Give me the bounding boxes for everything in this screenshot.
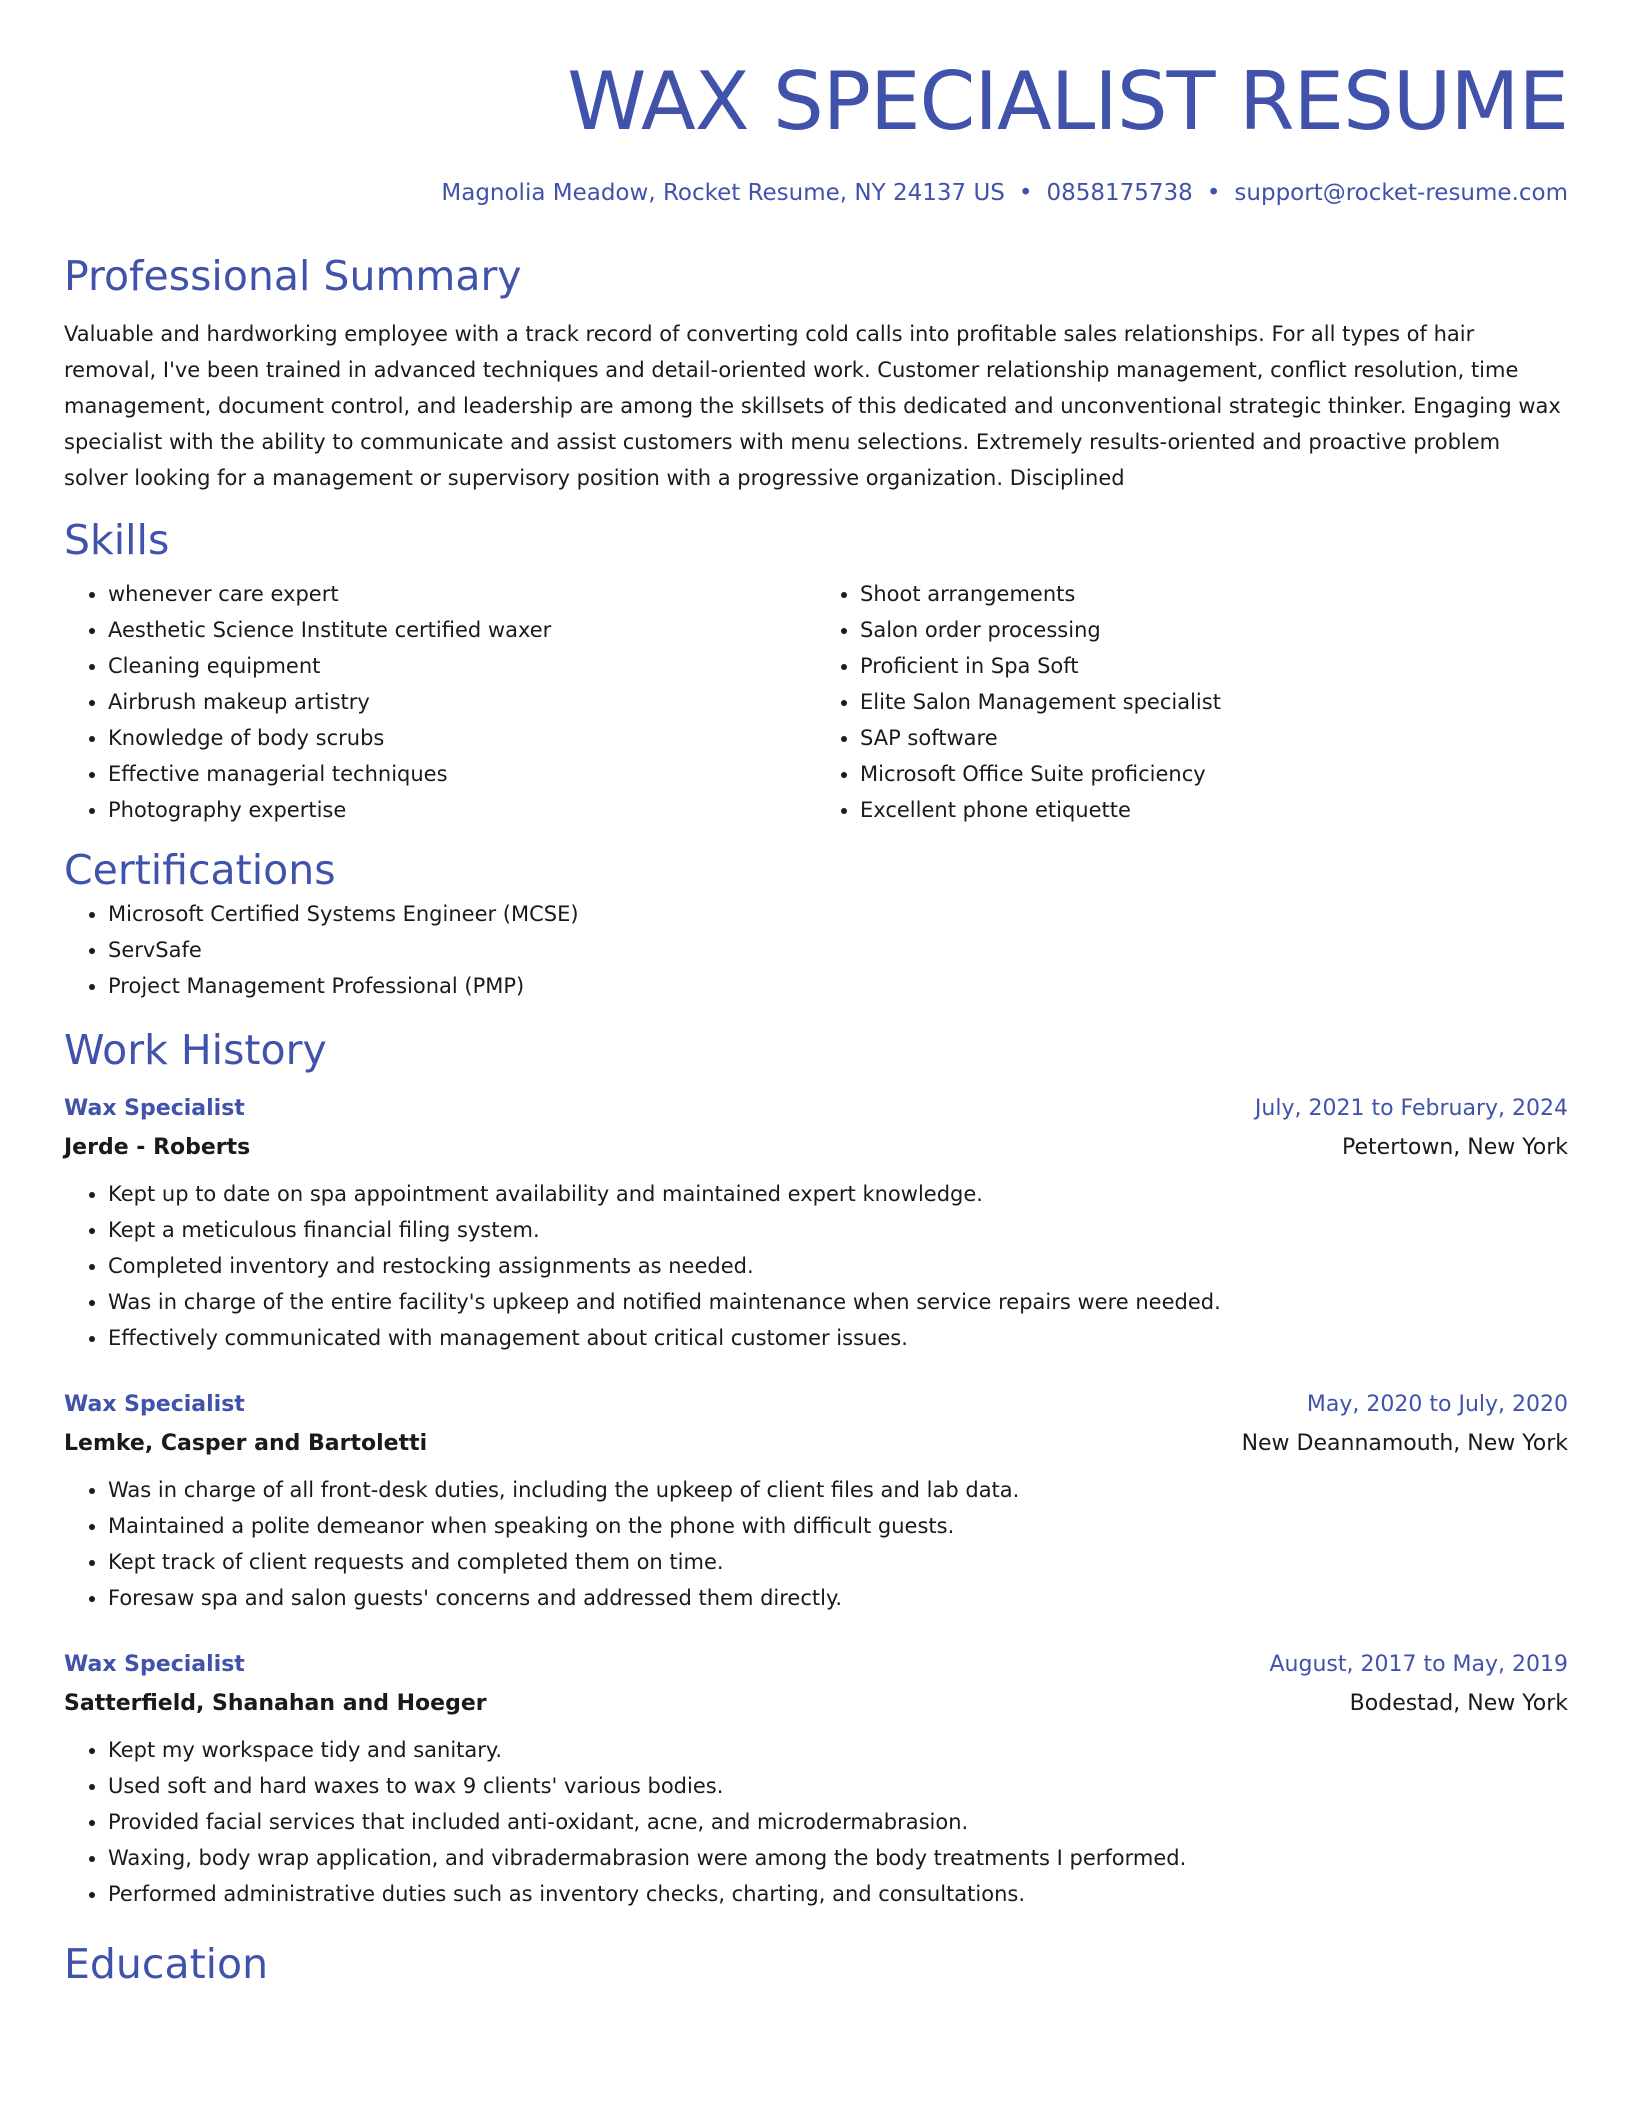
education-heading: Education bbox=[64, 1940, 269, 1988]
skill-item: • Proficient in Spa Soft bbox=[860, 648, 1568, 684]
contact-address: Magnolia Meadow, Rocket Resume, NY 24137 US bbox=[441, 180, 1005, 206]
job-title-row bbox=[64, 1646, 1568, 1684]
job-duty: • Kept my workspace tidy and sanitary. bbox=[108, 1732, 1568, 1768]
job-title: Wax Specialist bbox=[64, 1392, 245, 1417]
job-duty: • Was in charge of the entire facility's upkeep and notified maintenance when service repairs were needed. bbox=[108, 1284, 1568, 1320]
skill-item: • Shoot arrangements bbox=[860, 576, 1568, 612]
job-duty: • Used soft and hard waxes to wax 9 clients' various bodies. bbox=[108, 1768, 1568, 1804]
contact-line bbox=[64, 176, 1568, 210]
job-title-row bbox=[64, 1386, 1568, 1424]
job-location: Petertown, New York bbox=[1342, 1135, 1568, 1160]
job-duty: • Kept up to date on spa appointment availability and maintained expert knowledge. bbox=[108, 1176, 1568, 1212]
skills-heading: Skills bbox=[64, 516, 170, 564]
job-dates: July, 2021 to February, 2024 bbox=[1254, 1096, 1568, 1121]
job-title-row bbox=[64, 1090, 1568, 1128]
skill-item: • Microsoft Office Suite proficiency bbox=[860, 756, 1568, 792]
job-company-row bbox=[64, 1128, 1568, 1168]
job-duties-list bbox=[64, 1176, 1568, 1356]
skill-item: • Salon order processing bbox=[860, 612, 1568, 648]
skill-item: • Aesthetic Science Institute certified waxer bbox=[108, 612, 816, 648]
skill-item: • Photography expertise bbox=[108, 792, 816, 828]
summary-text: Valuable and hardworking employee with a track record of converting cold calls into profitable sales relationships. For all types of hair removal, I've been trained in advanced techniques and detail-oriented work. Customer relationship management, conflict resolution, time management, document control, and leadership are among the skillsets of this dedicated and unconventional strategic thinker. Engaging wax specialist with the ability to communicate and assist customers with menu selections. Extremely results-oriented and proactive problem solver looking for a management or supervisory position with a progressive organization. Disciplined bbox=[64, 322, 1561, 490]
job-duty: • Provided facial services that included anti-oxidant, acne, and microdermabrasion. bbox=[108, 1804, 1568, 1840]
job-duty: • Foresaw spa and salon guests' concerns and addressed them directly. bbox=[108, 1580, 1568, 1616]
skill-item: • Elite Salon Management specialist bbox=[860, 684, 1568, 720]
summary-heading: Professional Summary bbox=[64, 252, 522, 300]
certification-item: • Project Management Professional (PMP) bbox=[108, 968, 1568, 1004]
skill-item: • SAP software bbox=[860, 720, 1568, 756]
job-entry bbox=[64, 1090, 1568, 1356]
resume-title: WAX SPECIALIST RESUME bbox=[567, 55, 1568, 148]
job-duty: • Kept track of client requests and completed them on time. bbox=[108, 1544, 1568, 1580]
job-duties-list bbox=[64, 1732, 1568, 1912]
job-duty: • Completed inventory and restocking assignments as needed. bbox=[108, 1248, 1568, 1284]
skills-right-list bbox=[816, 576, 1568, 828]
job-company: Satterfield, Shanahan and Hoeger bbox=[64, 1691, 487, 1716]
certification-item: • Microsoft Certified Systems Engineer (MCSE) bbox=[108, 896, 1568, 932]
skills-left-list bbox=[64, 576, 816, 828]
job-dates: August, 2017 to May, 2019 bbox=[1269, 1652, 1568, 1677]
work-history-heading: Work History bbox=[64, 1026, 327, 1074]
skills-grid bbox=[64, 576, 1568, 828]
contact-separator: • bbox=[1018, 180, 1033, 206]
skill-item: • Effective managerial techniques bbox=[108, 756, 816, 792]
job-duty: • Waxing, body wrap application, and vibradermabrasion were among the body treatments I performed. bbox=[108, 1840, 1568, 1876]
contact-separator: • bbox=[1206, 180, 1221, 206]
job-title: Wax Specialist bbox=[64, 1096, 245, 1121]
resume-header bbox=[64, 0, 1568, 210]
job-location: New Deannamouth, New York bbox=[1241, 1431, 1568, 1456]
skill-item: • Knowledge of body scrubs bbox=[108, 720, 816, 756]
job-company-row bbox=[64, 1684, 1568, 1724]
job-entry bbox=[64, 1386, 1568, 1616]
job-title: Wax Specialist bbox=[64, 1652, 245, 1677]
certifications-heading: Certifications bbox=[64, 846, 336, 894]
skill-item: • whenever care expert bbox=[108, 576, 816, 612]
skill-item: • Airbrush makeup artistry bbox=[108, 684, 816, 720]
contact-email: support@rocket-resume.com bbox=[1234, 180, 1568, 206]
job-entry bbox=[64, 1646, 1568, 1912]
job-dates: May, 2020 to July, 2020 bbox=[1306, 1392, 1568, 1417]
job-duty: • Effectively communicated with management about critical customer issues. bbox=[108, 1320, 1568, 1356]
job-duty: • Maintained a polite demeanor when speaking on the phone with difficult guests. bbox=[108, 1508, 1568, 1544]
contact-phone: 0858175738 bbox=[1046, 180, 1193, 206]
job-duties-list bbox=[64, 1472, 1568, 1616]
skill-item: • Cleaning equipment bbox=[108, 648, 816, 684]
skill-item: • Excellent phone etiquette bbox=[860, 792, 1568, 828]
job-duty: • Performed administrative duties such as inventory checks, charting, and consultations. bbox=[108, 1876, 1568, 1912]
job-company: Lemke, Casper and Bartoletti bbox=[64, 1431, 428, 1456]
job-duty: • Was in charge of all front-desk duties, including the upkeep of client files and lab data. bbox=[108, 1472, 1568, 1508]
job-company-row bbox=[64, 1424, 1568, 1464]
job-location: Bodestad, New York bbox=[1349, 1691, 1568, 1716]
certifications-list bbox=[64, 896, 1568, 1004]
job-duty: • Kept a meticulous financial filing system. bbox=[108, 1212, 1568, 1248]
certification-item: • ServSafe bbox=[108, 932, 1568, 968]
job-company: Jerde - Roberts bbox=[64, 1135, 251, 1160]
